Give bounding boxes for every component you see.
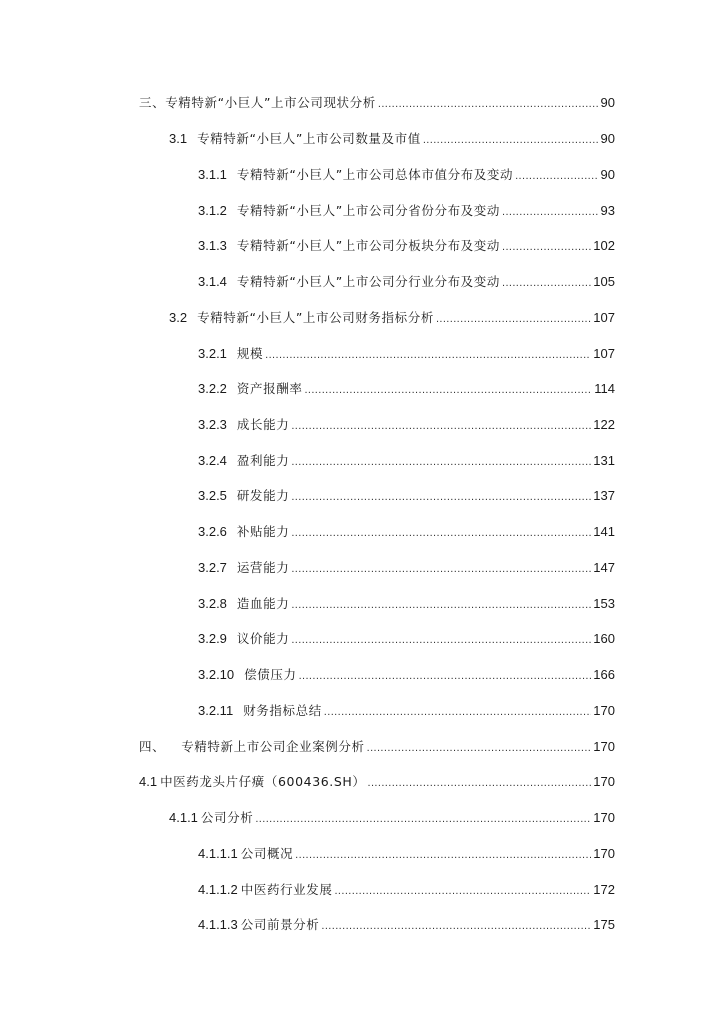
toc-entry-title: 专精特新“小巨人”上市公司现状分析 [165, 95, 376, 110]
toc-leader-dots [502, 239, 591, 255]
toc-entry-number: 3.2 [169, 310, 188, 325]
toc-entry-page: 160 [593, 631, 615, 646]
toc-entry-page: 105 [593, 274, 615, 289]
toc-entry-number: 3.2.5 [198, 488, 227, 503]
toc-entry-3-2-7[interactable] [198, 560, 615, 576]
toc-entry-number: 3.2.6 [198, 524, 227, 539]
toc-leader-dots [265, 347, 591, 363]
toc-entry-page: 131 [593, 453, 615, 468]
toc-entry-title: 中医药行业发展 [240, 882, 333, 897]
toc-entry-page: 90 [600, 131, 615, 146]
toc-entry-3-2-3[interactable] [198, 417, 615, 433]
toc-entry-3-2-8[interactable] [198, 596, 615, 612]
toc-entry-number: 3.2.9 [198, 631, 227, 646]
toc-entry-4-1-1-2[interactable] [198, 882, 615, 898]
toc-entry-page: 147 [593, 560, 615, 575]
toc-entry-page: 170 [593, 703, 615, 718]
toc-leader-dots [299, 668, 592, 684]
toc-entry-number: 3.1.4 [198, 274, 227, 289]
toc-entry-page: 90 [600, 95, 615, 110]
toc-leader-dots [436, 311, 591, 327]
toc-entry-number: 四、 [139, 739, 166, 754]
toc-leader-dots [378, 96, 599, 112]
toc-entry-number: 4.1.1.3 [198, 917, 238, 932]
toc-entry-page: 170 [593, 846, 615, 861]
toc-leader-dots [255, 811, 591, 827]
toc-entry-title: 议价能力 [236, 631, 290, 646]
toc-entry-page: 93 [600, 203, 615, 218]
toc-entry-3-2-9[interactable] [198, 631, 615, 647]
toc-entry-number: 3.1.2 [198, 203, 227, 218]
toc-entry-page: 122 [593, 417, 615, 432]
toc-entry-number: 3.1.1 [198, 167, 227, 182]
toc-leader-dots [321, 918, 591, 934]
toc-entry-3-2-11[interactable] [198, 703, 615, 719]
toc-leader-dots [515, 168, 598, 184]
toc-entry-title: 中医药龙头片仔癀（600436.SH） [160, 774, 366, 789]
toc-entry-title: 盈利能力 [236, 453, 290, 468]
toc-entry-number: 4.1.1 [169, 810, 198, 825]
toc-entry-title: 公司前景分析 [240, 917, 320, 932]
toc-leader-dots [291, 561, 591, 577]
toc-entry-page: 114 [594, 381, 615, 396]
toc-entry-page: 172 [593, 882, 615, 897]
toc-entry-3-1-3[interactable] [198, 238, 615, 254]
toc-entry-number: 4.1 [139, 774, 158, 789]
toc-entry-4-1-1-1[interactable] [198, 846, 615, 862]
toc-entry-number: 3.2.7 [198, 560, 227, 575]
toc-entry-title: 资产报酬率 [236, 381, 303, 396]
toc-entry-3-1-1[interactable] [198, 167, 615, 183]
toc-entry-title: 造血能力 [236, 596, 290, 611]
toc-entry-title: 财务指标总结 [243, 703, 322, 718]
toc-entry-page: 175 [593, 917, 615, 932]
toc-entry-number: 3.1 [169, 131, 188, 146]
toc-leader-dots [291, 454, 591, 470]
toc-entry-title: 运营能力 [236, 560, 290, 575]
toc-entry-chapter-4[interactable] [139, 739, 615, 755]
toc-entry-4-1[interactable] [139, 774, 615, 790]
toc-leader-dots [291, 418, 591, 434]
toc-leader-dots [502, 275, 591, 291]
toc-entry-title: 专精特新上市公司企业案例分析 [181, 739, 365, 754]
toc-entry-page: 170 [593, 774, 615, 789]
toc-entry-title: 专精特新“小巨人”上市公司财务指标分析 [197, 310, 434, 325]
toc-entry-number: 3.2.3 [198, 417, 227, 432]
toc-entry-page: 137 [593, 488, 615, 503]
toc-entry-title: 专精特新“小巨人”上市公司分行业分布及变动 [236, 274, 500, 289]
toc-entry-3-2-5[interactable] [198, 488, 615, 504]
toc-entry-title: 研发能力 [236, 488, 290, 503]
toc-entry-number: 3.2.11 [198, 703, 234, 718]
toc-leader-dots [295, 847, 591, 863]
toc-entry-page: 170 [593, 810, 615, 825]
toc-leader-dots [291, 525, 591, 541]
toc-entry-3-2-10[interactable] [198, 667, 615, 683]
toc-entry-3-1-2[interactable] [198, 203, 615, 219]
toc-entry-number: 4.1.1.2 [198, 882, 238, 897]
toc-entry-page: 166 [593, 667, 615, 682]
toc-entry-title: 成长能力 [236, 417, 290, 432]
toc-entry-title: 专精特新“小巨人”上市公司分省份分布及变动 [236, 203, 500, 218]
toc-entry-title: 专精特新“小巨人”上市公司总体市值分布及变动 [236, 167, 514, 182]
toc-entry-title: 公司概况 [240, 846, 294, 861]
toc-entry-title: 规模 [236, 346, 264, 361]
toc-entry-number: 3.2.4 [198, 453, 227, 468]
toc-entry-title: 公司分析 [200, 810, 254, 825]
toc-leader-dots [291, 597, 591, 613]
toc-leader-dots [502, 204, 599, 220]
toc-entry-title: 偿债压力 [244, 667, 297, 682]
toc-entry-page: 107 [593, 346, 615, 361]
toc-leader-dots [291, 489, 591, 505]
toc-leader-dots [324, 704, 592, 720]
toc-leader-dots [334, 883, 591, 899]
toc-leader-dots [291, 632, 591, 648]
toc-leader-dots [423, 132, 599, 148]
toc-entry-number: 3.2.1 [198, 346, 227, 361]
toc-entry-page: 90 [600, 167, 615, 182]
toc-entry-chapter-3[interactable] [139, 95, 615, 111]
toc-entry-title: 专精特新“小巨人”上市公司数量及市值 [197, 131, 421, 146]
toc-entry-4-1-1-3[interactable] [198, 917, 615, 933]
toc-entry-3-1[interactable] [169, 131, 615, 147]
toc-entry-3-2-2[interactable] [198, 381, 615, 397]
toc-entry-3-2-6[interactable] [198, 524, 615, 540]
toc-entry-number: 4.1.1.1 [198, 846, 238, 861]
toc-entry-number: 3.2.8 [198, 596, 227, 611]
toc-entry-3-2[interactable] [169, 310, 615, 326]
toc-entry-number: 3.2.2 [198, 381, 227, 396]
toc-entry-page: 170 [593, 739, 615, 754]
toc-leader-dots [367, 740, 592, 756]
toc-entry-page: 102 [593, 238, 615, 253]
toc-entry-title: 专精特新“小巨人”上市公司分板块分布及变动 [236, 238, 500, 253]
toc-leader-dots [304, 382, 592, 398]
toc-entry-3-1-4[interactable] [198, 274, 615, 290]
toc-entry-4-1-1[interactable] [169, 810, 615, 826]
toc-entry-number: 3.1.3 [198, 238, 227, 253]
toc-entry-title: 补贴能力 [236, 524, 290, 539]
toc-entry-number: 三、 [139, 95, 166, 110]
toc-leader-dots [368, 775, 592, 791]
toc-entry-number: 3.2.10 [198, 667, 235, 682]
toc-entry-3-2-4[interactable] [198, 453, 615, 469]
toc-entry-page: 153 [593, 596, 615, 611]
toc-entry-3-2-1[interactable] [198, 346, 615, 362]
toc-entry-page: 141 [593, 524, 615, 539]
toc-entry-page: 107 [593, 310, 615, 325]
